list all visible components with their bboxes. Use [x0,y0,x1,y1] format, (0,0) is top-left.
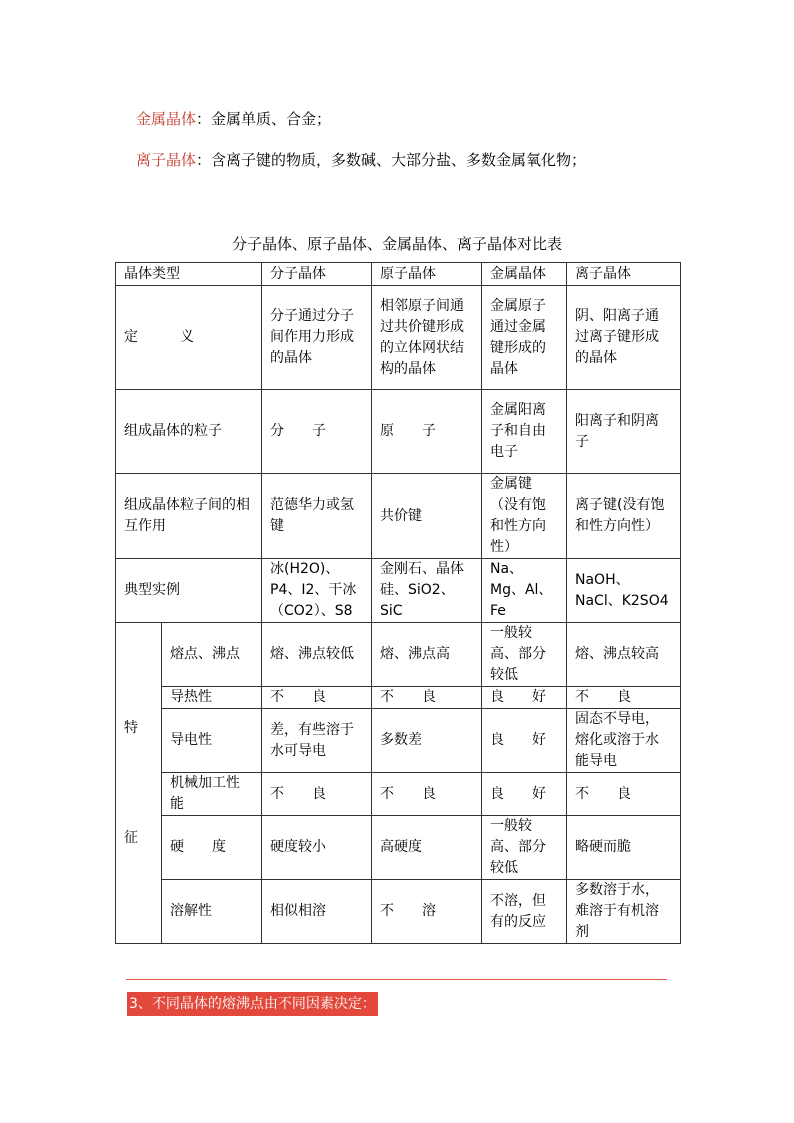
table-cell: 不 良 [567,773,681,816]
feature-char-bottom: 征 [124,829,138,846]
header-cell: 离子晶体 [567,263,681,286]
row-label: 溶解性 [162,880,262,944]
intro-lead-label: 金属晶体 [136,110,197,128]
table-cell: 良 好 [482,709,567,773]
table-cell: 阴、阳离子通过离子键形成的晶体 [567,286,681,390]
header-cell: 晶体类型 [116,263,262,286]
row-label: 导热性 [162,687,262,709]
header-cell: 分子晶体 [262,263,372,286]
row-label: 导电性 [162,709,262,773]
table-cell: 多数差 [372,709,482,773]
table-cell: 一般较高、部分较低 [482,816,567,880]
table-cell: 冰(H2O)、P4、I2、干冰（CO2）、S8 [262,559,372,623]
table-cell: 金属原子通过金属键形成的晶体 [482,286,567,390]
intro-line-metal-crystal [136,108,331,129]
section-divider [126,979,667,980]
table-cell: 多数溶于水，难溶于有机溶剂 [567,880,681,944]
table-cell: 金属阳离子和自由电子 [482,390,567,474]
table-row [116,773,681,816]
table-cell: 不 良 [567,687,681,709]
intro-lead-label: 离子晶体 [136,151,197,169]
table-cell: 不溶，但有的反应 [482,880,567,944]
row-label: 硬 度 [162,816,262,880]
table-cell: 阳离子和阴离子 [567,390,681,474]
intro-line-text: ：含离子键的物质，多数碱、大部分盐、多数金属氧化物； [196,151,587,169]
table-row [116,816,681,880]
feature-group-label [116,623,162,944]
table-cell: 差，有些溶于水可导电 [262,709,372,773]
table-cell: 分 子 [262,390,372,474]
row-label: 组成晶体粒子间的相互作用 [116,474,262,559]
table-row [116,687,681,709]
row-label: 机械加工性能 [162,773,262,816]
intro-line-text: ：金属单质、合金； [196,110,332,128]
feature-char-top: 特 [124,719,138,736]
table-row [116,390,681,474]
row-label: 组成晶体的粒子 [116,390,262,474]
table-cell: 熔、沸点高 [372,623,482,687]
table-cell: Na、Mg、Al、Fe [482,559,567,623]
table-caption: 分子晶体、原子晶体、金属晶体、离子晶体对比表 [231,235,562,253]
table-cell: 熔、沸点较低 [262,623,372,687]
table-cell: 相邻原子间通过共价键形成的立体网状结构的晶体 [372,286,482,390]
table-row [116,286,681,390]
table-row [116,623,681,687]
table-cell: 共价键 [372,474,482,559]
table-cell: 硬度较小 [262,816,372,880]
intro-line-ionic-crystal [136,149,586,170]
section-heading: 3、不同晶体的熔沸点由不同因素决定： [127,992,378,1016]
table-cell: 不 良 [372,687,482,709]
table-cell: 良 好 [482,773,567,816]
table-row [116,709,681,773]
table-cell: 离子键(没有饱和性方向性） [567,474,681,559]
table-cell: 分子通过分子间作用力形成的晶体 [262,286,372,390]
table-cell: 金属键（没有饱和性方向性） [482,474,567,559]
header-cell: 原子晶体 [372,263,482,286]
table-cell: 不 良 [372,773,482,816]
table-row [116,474,681,559]
header-cell: 金属晶体 [482,263,567,286]
table-cell: 不 良 [262,773,372,816]
table-cell: 相似相溶 [262,880,372,944]
table-cell: 熔、沸点较高 [567,623,681,687]
table-cell: 略硬而脆 [567,816,681,880]
table-cell: 一般较高、部分较低 [482,623,567,687]
row-label: 典型实例 [116,559,262,623]
table-cell: 高硬度 [372,816,482,880]
table-cell: 不 溶 [372,880,482,944]
row-label: 熔点、沸点 [162,623,262,687]
table-row [116,559,681,623]
table-cell: 范德华力或氢键 [262,474,372,559]
table-cell: 金刚石、晶体硅、SiO2、SiC [372,559,482,623]
table-row [116,880,681,944]
table-cell: 原 子 [372,390,482,474]
crystal-comparison-table [115,262,681,944]
table-cell: 不 良 [262,687,372,709]
table-cell: 良 好 [482,687,567,709]
row-label: 定 义 [116,286,262,390]
table-cell: 固态不导电，熔化或溶于水能导电 [567,709,681,773]
table-cell: NaOH、NaCl、K2SO4 [567,559,681,623]
table-header-row [116,263,681,286]
